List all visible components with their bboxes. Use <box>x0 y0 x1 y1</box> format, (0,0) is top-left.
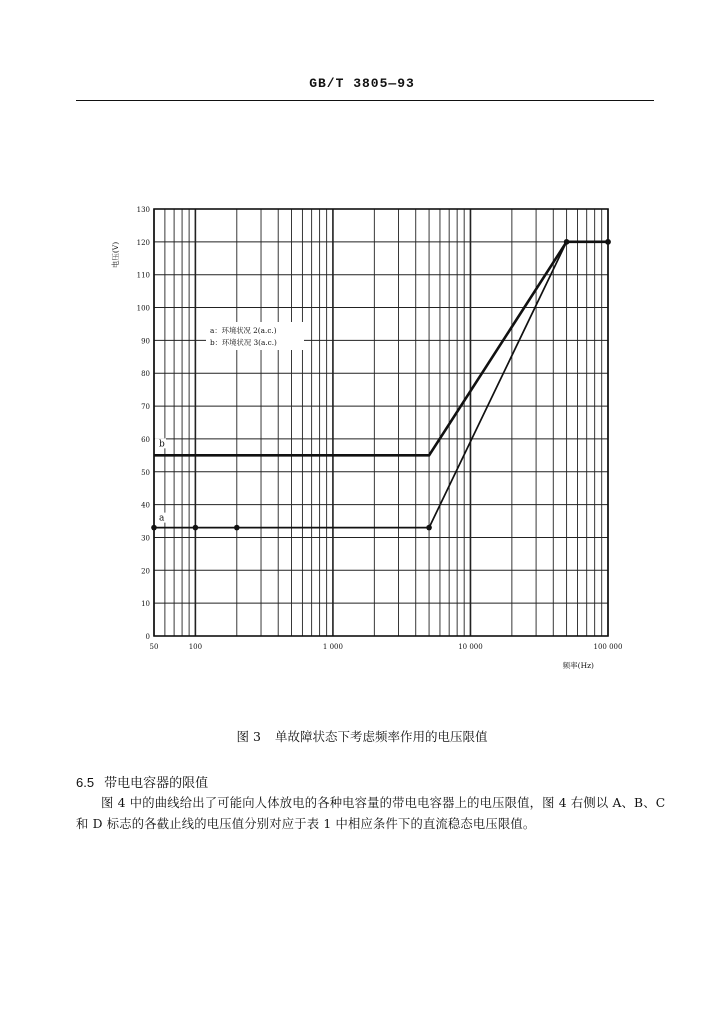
series-point-a <box>426 525 432 531</box>
section-title: 带电电容器的限值 <box>104 776 209 791</box>
y-axis-label: 电压(V) <box>111 241 120 269</box>
plot-frame <box>154 209 608 636</box>
legend-entry: a：环境状况 2(a.c.) <box>210 326 277 335</box>
y-tick-label: 20 <box>141 567 150 576</box>
y-tick-label: 40 <box>141 501 150 510</box>
figure-caption <box>0 727 724 745</box>
y-tick-label: 80 <box>141 370 150 379</box>
series-point-a <box>234 525 240 531</box>
series-point-a <box>193 525 199 531</box>
figure-title: 单故障状态下考虑频率作用的电压限值 <box>274 729 488 744</box>
figure-number: 图 3 <box>236 729 261 744</box>
y-tick-label: 130 <box>136 206 150 214</box>
series-point-b <box>605 239 611 245</box>
section-paragraph: 图 4 中的曲线给出了可能向人体放电的各种电容量的带电电容器上的电压限值，图 4 右侧以 A、B、C 和 D 标志的各截止线的电压值分别对应于表 1 中相应条件下的直流稳态电压限值。 <box>76 796 666 831</box>
y-tick-label: 110 <box>136 271 150 280</box>
series-label-b: b <box>159 439 165 450</box>
x-axis-label: 频率(Hz) <box>562 661 594 670</box>
y-tick-label: 100 <box>136 304 150 313</box>
x-tick-label: 1 000 <box>322 643 343 651</box>
chart-grid <box>154 209 608 636</box>
x-tick-label: 100 <box>188 643 203 651</box>
legend-entry: b：环境状况 3(a.c.) <box>210 338 277 347</box>
series-point-a <box>151 525 157 531</box>
chart-series <box>151 239 611 530</box>
x-tick-label: 50 <box>149 643 159 651</box>
y-tick-label: 0 <box>145 633 150 641</box>
y-tick-label: 120 <box>136 238 150 247</box>
section-heading <box>76 772 208 791</box>
y-tick-label: 30 <box>141 534 150 543</box>
series-label-a: a <box>159 513 165 524</box>
y-tick-label: 70 <box>141 403 150 412</box>
x-tick-label: 10 000 <box>458 643 483 651</box>
x-tick-label: 100 000 <box>593 643 623 651</box>
y-tick-label: 90 <box>141 337 150 346</box>
section-number: 6.5 <box>76 775 95 790</box>
page-header: GB/T 3805—93 <box>309 76 415 91</box>
y-tick-label: 60 <box>141 435 150 444</box>
y-tick-label: 50 <box>141 468 150 477</box>
y-tick-label: 10 <box>141 600 150 609</box>
